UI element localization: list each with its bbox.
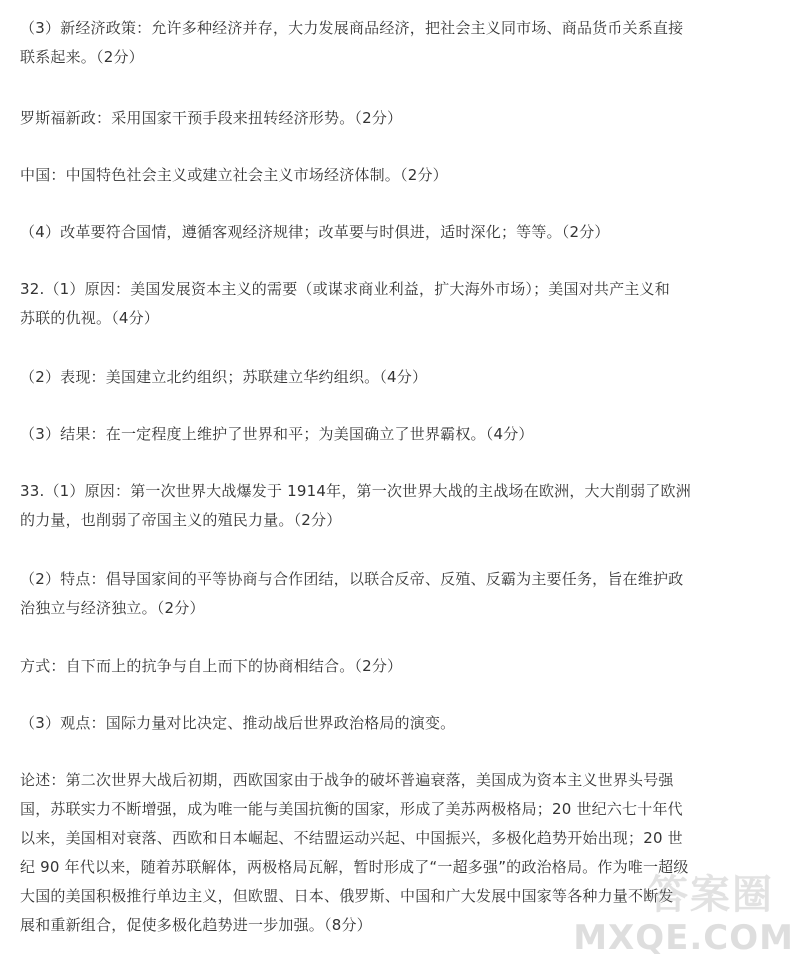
answer-paragraph-roosevelt-new-deal [20, 104, 780, 133]
text-line: 展和重新组合，促使多极化趋势进一步加强。（8分） [20, 916, 372, 934]
text-line: （2）特点：倡导国家间的平等协商与合作团结，以联合反帝、反殖、反霸为主要任务，旨在维护政 [20, 570, 684, 588]
text-line: 中国：中国特色社会主义或建立社会主义市场经济体制。（2分） [20, 166, 448, 184]
text-line: （3）新经济政策：允许多种经济并存，大力发展商品经济，把社会主义同市场、商品货币关系直接 [20, 19, 684, 37]
text-line: 纪 90 年代以来，随着苏联解体，两极格局瓦解，暂时形成了“一超多强”的政治格局。作为唯一超级 [20, 858, 689, 876]
answer-paragraph-4-reform [20, 218, 780, 247]
text-line: 大国的美国积极推行单边主义，但欧盟、日本、俄罗斯、中国和广大发展中国家等各种力量不断发 [20, 887, 674, 905]
text-line: 33.（1）原因：第一次世界大战爆发于 1914年，第一次世界大战的主战场在欧洲，大大削弱了欧洲 [20, 482, 691, 500]
text-line: 论述：第二次世界大战后初期，西欧国家由于战争的破坏普遍衰落，美国成为资本主义世界头号强 [20, 771, 674, 789]
watermark-logo: 答案圈 [648, 872, 774, 918]
text-line: 国，苏联实力不断增强，成为唯一能与美国抗衡的国家，形成了美苏两极格局；20 世纪六七十年代 [20, 800, 683, 818]
answer-paragraph-32-1-cause [20, 275, 780, 333]
answer-paragraph-32-3-result [20, 420, 780, 449]
text-line: 方式：自下而上的抗争与自上而下的协商相结合。（2分） [20, 657, 403, 675]
text-line: 的力量，也削弱了帝国主义的殖民力量。（2分） [20, 511, 342, 529]
answer-paragraph-argument [20, 766, 780, 940]
answer-paragraph-33-3-viewpoint [20, 709, 780, 738]
answer-paragraph-method [20, 652, 780, 681]
text-line: （3）观点：国际力量对比决定、推动战后世界政治格局的演变。 [20, 714, 456, 732]
answer-paragraph-33-1-cause [20, 477, 780, 535]
watermark-site: MXQE.COM [573, 918, 794, 958]
text-line: 联系起来。（2分） [20, 48, 144, 66]
answer-paragraph-3-new-economic-policy [20, 14, 780, 72]
text-line: 治独立与经济独立。（2分） [20, 599, 205, 617]
text-line: （4）改革要符合国情，遵循客观经济规律；改革要与时俱进，适时深化；等等。（2分） [20, 223, 610, 241]
answer-paragraph-china [20, 161, 780, 190]
answer-paragraph-32-2-manifestation [20, 363, 780, 392]
text-line: 罗斯福新政：采用国家干预手段来扭转经济形势。（2分） [20, 109, 403, 127]
text-line: （2）表现：美国建立北约组织；苏联建立华约组织。（4分） [20, 368, 428, 386]
answer-paragraph-33-2-features [20, 565, 780, 623]
text-line: 32.（1）原因：美国发展资本主义的需要（或谋求商业利益，扩大海外市场）；美国对共产主义和 [20, 280, 670, 298]
text-line: 苏联的仇视。（4分） [20, 309, 160, 327]
text-line: （3）结果：在一定程度上维护了世界和平；为美国确立了世界霸权。（4分） [20, 425, 534, 443]
text-line: 以来，美国相对衰落、西欧和日本崛起、不结盟运动兴起、中国振兴，多极化趋势开始出现；20 世 [20, 829, 683, 847]
